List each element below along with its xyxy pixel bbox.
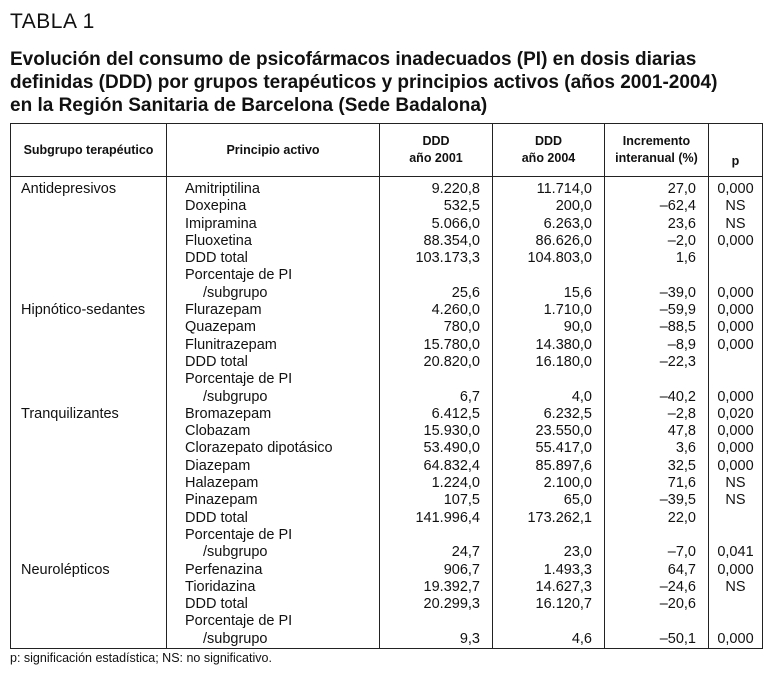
value-cell: 0,000 (717, 302, 754, 319)
group-antidepresivos: Antidepresivos (21, 181, 117, 197)
table-label: TABLA 1 (10, 10, 95, 33)
value-cell: –62,4 (659, 198, 696, 215)
value-cell: 11.714,0 (536, 181, 592, 197)
value-cell: 20.820,0 (423, 353, 480, 370)
header-ddd-2001 (380, 124, 493, 177)
pct-label: /subgrupo (203, 544, 268, 561)
pct-label: Porcentaje de PI (185, 371, 293, 388)
value-cell: 1.224,0 (431, 475, 480, 492)
value-cell: 5.066,0 (431, 215, 480, 232)
value-cell: 6,7 (459, 388, 480, 405)
value-cell: 0,000 (717, 561, 754, 578)
pct-label: /subgrupo (203, 388, 268, 405)
principle-cell: DDD total (185, 596, 248, 613)
principle-cell: DDD total (185, 353, 248, 370)
value-cell: 1.710,0 (543, 302, 592, 319)
value-cell: NS (725, 198, 746, 215)
header-increment-line1: Incremento (622, 134, 691, 148)
principle-cell: Amitriptilina (185, 181, 260, 197)
value-cell: 9,3 (459, 630, 480, 647)
value-cell: NS (725, 215, 746, 232)
value-cell: 86.626,0 (535, 232, 592, 249)
col-principle (167, 177, 380, 649)
value-cell: –22,3 (659, 353, 696, 370)
value-cell: 0,000 (717, 181, 754, 197)
principle-cell: Bromazepam (185, 405, 272, 422)
value-cell: 15.930,0 (423, 423, 480, 440)
value-cell: 0,000 (717, 388, 754, 405)
value-cell: 47,8 (667, 423, 696, 440)
value-cell: 64.832,4 (423, 457, 480, 474)
value-cell: 107,5 (443, 492, 480, 509)
value-cell: 16.120,7 (535, 596, 592, 613)
value-cell: NS (725, 475, 746, 492)
value-cell: 141.996,4 (415, 509, 480, 526)
principle-cell: Fluoxetina (185, 232, 252, 249)
value-cell: 90,0 (563, 319, 592, 336)
principle-cell: Tioridazina (185, 578, 256, 595)
value-cell: –8,9 (667, 336, 696, 353)
value-cell: 1.493,3 (543, 561, 592, 578)
title-line: Evolución del consumo de psicofármacos inadecuados (PI) en dosis diarias (10, 49, 697, 70)
value-cell: 15,6 (563, 284, 592, 301)
pct-label: Porcentaje de PI (185, 526, 293, 543)
value-cell: 103.173,3 (415, 250, 480, 267)
footnote: p: significación estadística; NS: no significativo. (10, 651, 272, 665)
value-cell: 25,6 (451, 284, 480, 301)
value-cell: 9.220,8 (431, 181, 480, 197)
value-cell: 0,000 (717, 232, 754, 249)
principle-cell: Quazepam (185, 319, 256, 336)
value-cell: 65,0 (563, 492, 592, 509)
value-cell: 0,041 (717, 544, 754, 561)
value-cell: –7,0 (667, 544, 696, 561)
principle-cell: Imipramina (185, 215, 257, 232)
table-title (10, 48, 760, 117)
value-cell: 780,0 (443, 319, 480, 336)
value-cell: 532,5 (443, 198, 480, 215)
header-principle: Principio activo (167, 124, 380, 177)
value-cell: 0,000 (717, 423, 754, 440)
value-cell: 0,000 (717, 284, 754, 301)
value-cell: 6.263,0 (543, 215, 592, 232)
header-ddd-2004-line2: año 2004 (521, 151, 576, 165)
col-subgroup (11, 177, 167, 649)
title-line: en la Región Sanitaria de Barcelona (Sede Badalona) (10, 95, 488, 116)
col-p (709, 177, 763, 649)
value-cell: NS (725, 492, 746, 509)
principle-cell: Doxepina (185, 198, 247, 215)
value-cell: 2.100,0 (543, 475, 592, 492)
col-increment (605, 177, 709, 649)
title-line: definidas (DDD) por grupos terapéuticos y principios activos (años 2001-2004) (10, 72, 718, 93)
pct-label: /subgrupo (203, 630, 268, 647)
value-cell: 15.780,0 (423, 336, 480, 353)
principle-cell: Clobazam (185, 423, 251, 440)
value-cell: –40,2 (659, 388, 696, 405)
principle-cell: Diazepam (185, 457, 251, 474)
principle-cell: Clorazepato dipotásico (185, 440, 333, 457)
principle-cell: DDD total (185, 250, 248, 267)
header-ddd-2004 (493, 124, 605, 177)
value-cell: 3,6 (675, 440, 696, 457)
value-cell: 23,6 (667, 215, 696, 232)
value-cell: 0,000 (717, 630, 754, 647)
data-table (10, 123, 763, 649)
value-cell: 4.260,0 (431, 302, 480, 319)
value-cell: 55.417,0 (535, 440, 592, 457)
value-cell: –39,0 (659, 284, 696, 301)
value-cell: –88,5 (659, 319, 696, 336)
value-cell: 104.803,0 (527, 250, 592, 267)
value-cell: 19.392,7 (423, 578, 480, 595)
value-cell: 32,5 (667, 457, 696, 474)
value-cell: –59,9 (659, 302, 696, 319)
pct-label: /subgrupo (203, 284, 268, 301)
value-cell: 53.490,0 (423, 440, 480, 457)
value-cell: 14.380,0 (535, 336, 592, 353)
value-cell: 24,7 (451, 544, 480, 561)
header-ddd-2001-line1: DDD (422, 134, 450, 148)
value-cell: 22,0 (667, 509, 696, 526)
group-tranquilizantes: Tranquilizantes (21, 405, 119, 422)
principle-cell: DDD total (185, 509, 248, 526)
group-neurolepticos: Neurolépticos (21, 561, 110, 578)
header-p: p (709, 124, 763, 177)
value-cell: –24,6 (659, 578, 696, 595)
table-body (11, 177, 763, 649)
principle-cell: Flunitrazepam (185, 336, 277, 353)
value-cell: 0,020 (717, 405, 754, 422)
header-ddd-2001-line2: año 2001 (409, 151, 463, 165)
value-cell: 64,7 (667, 561, 696, 578)
value-cell: 906,7 (443, 561, 480, 578)
value-cell: –20,6 (659, 596, 696, 613)
principle-cell: Pinazepam (185, 492, 258, 509)
value-cell: 88.354,0 (423, 232, 480, 249)
value-cell: 0,000 (717, 440, 754, 457)
value-cell: 4,6 (571, 630, 592, 647)
value-cell: 6.232,5 (543, 405, 592, 422)
value-cell: 23,0 (563, 544, 592, 561)
value-cell: NS (725, 578, 746, 595)
header-subgroup: Subgrupo terapéutico (11, 124, 167, 177)
value-cell: 71,6 (667, 475, 696, 492)
pct-label: Porcentaje de PI (185, 267, 293, 284)
value-cell: –50,1 (659, 630, 696, 647)
header-ddd-2004-line1: DDD (534, 134, 563, 148)
value-cell: 23.550,0 (535, 423, 592, 440)
value-cell: –2,0 (667, 232, 696, 249)
value-cell: 14.627,3 (535, 578, 592, 595)
value-cell: 173.262,1 (527, 509, 592, 526)
pct-label: Porcentaje de PI (185, 613, 293, 630)
value-cell: 1,6 (675, 250, 696, 267)
table-body-row (11, 177, 763, 649)
value-cell: 20.299,3 (423, 596, 480, 613)
value-cell: –2,8 (667, 405, 696, 422)
value-cell: 200,0 (555, 198, 592, 215)
principle-cell: Halazepam (185, 475, 259, 492)
principle-cell: Flurazepam (185, 302, 262, 319)
header-increment (605, 124, 709, 177)
value-cell: 16.180,0 (535, 353, 592, 370)
value-cell: 6.412,5 (431, 405, 480, 422)
col-ddd-2004 (493, 177, 605, 649)
group-hipnotico-sedantes: Hipnótico-sedantes (21, 302, 146, 319)
header-row (11, 124, 763, 177)
principle-cell: Perfenazina (185, 561, 263, 578)
col-ddd-2001 (380, 177, 493, 649)
value-cell: 0,000 (717, 319, 754, 336)
value-cell: 4,0 (571, 388, 592, 405)
header-increment-line2: interanual (%) (615, 151, 698, 165)
value-cell: 85.897,6 (535, 457, 592, 474)
value-cell: –39,5 (659, 492, 696, 509)
value-cell: 0,000 (717, 336, 754, 353)
value-cell: 0,000 (717, 457, 754, 474)
value-cell: 27,0 (667, 181, 696, 197)
